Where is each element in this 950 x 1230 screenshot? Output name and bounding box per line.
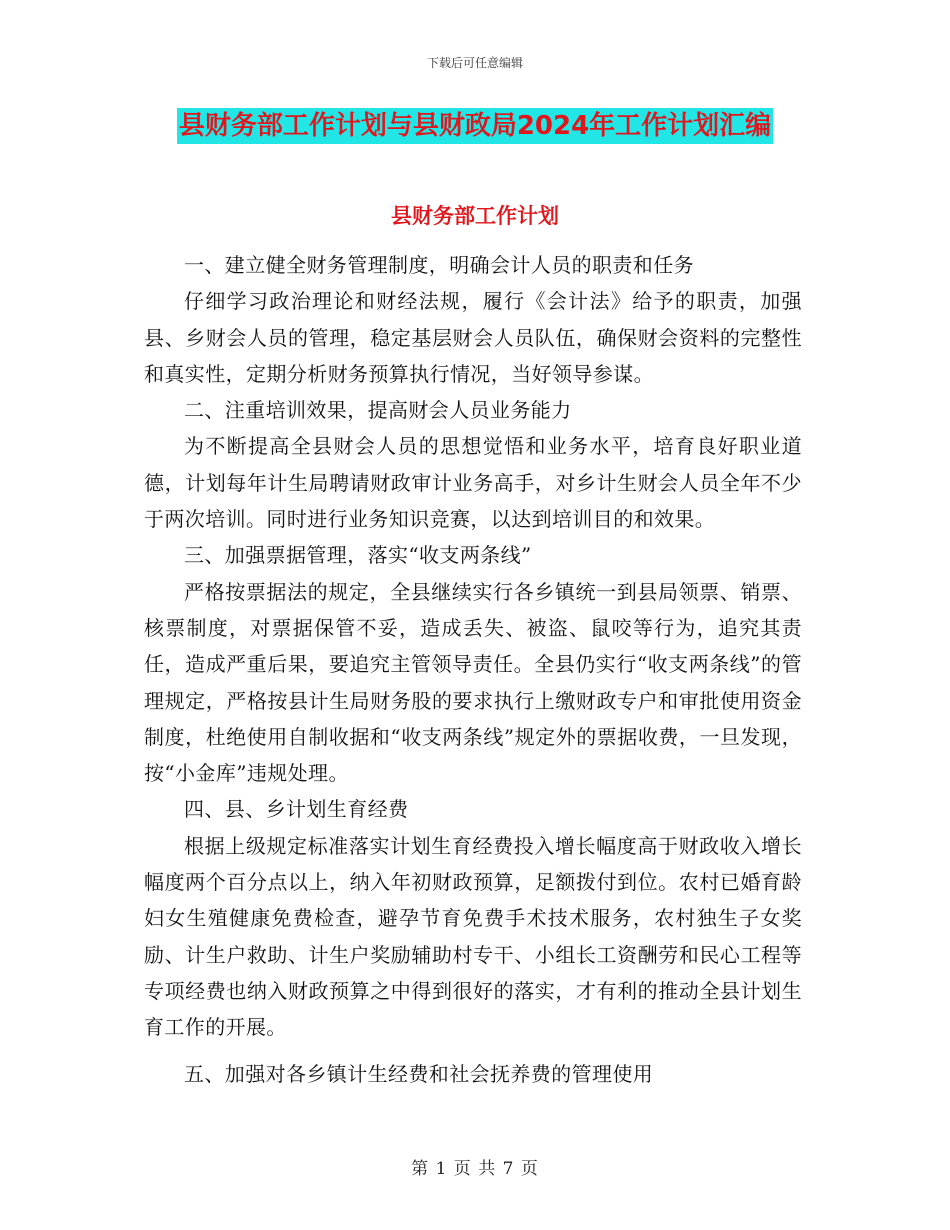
section-title: 县财务部工作计划 [391, 204, 559, 228]
paragraph-heading-3: 三、加强票据管理，落实“收支两条线” [184, 543, 532, 568]
paragraph-heading-4: 四、县、乡计划生育经费 [184, 797, 409, 822]
paragraph-spacer [144, 1046, 802, 1056]
page-footer-number: 第 1 页 共 7 页 [411, 1159, 539, 1179]
paragraph-heading-1: 一、建立健全财务管理制度，明确会计人员的职责和任务 [184, 253, 694, 277]
paragraph-1: 仔细学习政治理论和财经法规，履行《会计法》给予的职责，加强县、乡财会人员的管理，稳定基层财会人员队伍，确保财会资料的完整性和真实性，定期分析财务预算执行情况，当好领导参谋。 [144, 289, 802, 386]
paragraph-4: 根据上级规定标准落实计划生育经费投入增长幅度高于财政收入增长幅度两个百分点以上，纳入年初财政预算，足额拨付到位。农村已婚育龄妇女生殖健康免费检查，避孕节育免费手术技术服务，农村独生子女奖励、计生户救助、计生户奖励辅助村专干、小组长工资酬劳和民心工程等专项经费也纳入财政预算之中得到很好的落实，才有利的推动全县计划生育工作的开展。 [144, 833, 802, 1040]
page-header-note: 下载后可任意编辑 [426, 56, 523, 70]
document-body [144, 247, 802, 1092]
paragraph-3: 严格按票据法的规定，全县继续实行各乡镇统一到县局领票、销票、核票制度，对票据保管不妥，造成丢失、被盗、鼠咬等行为，追究其责任，造成严重后果，要追究主管领导责任。全县仍实行“收支两条线”的管理规定，严格按县计生局财务股的要求执行上缴财政专户和审批使用资金制度，杜绝使用自制收据和“收支两条线”规定外的票据收费，一旦发现，按“小金库”违规处理。 [144, 579, 802, 786]
main-title: 县财务部工作计划与县财政局2024年工作计划汇编 [177, 108, 773, 144]
main-title-container [0, 108, 950, 144]
paragraph-heading-2: 二、注重培训效果，提高财会人员业务能力 [184, 398, 572, 423]
paragraph-heading-5: 五、加强对各乡镇计生经费和社会抚养费的管理使用 [184, 1061, 654, 1086]
paragraph-2: 为不断提高全县财会人员的思想觉悟和业务水平，培育良好职业道德，计划每年计生局聘请财政审计业务高手，对乡计生财会人员全年不少于两次培训。同时进行业务知识竞赛，以达到培训目的和效果。 [144, 434, 802, 532]
